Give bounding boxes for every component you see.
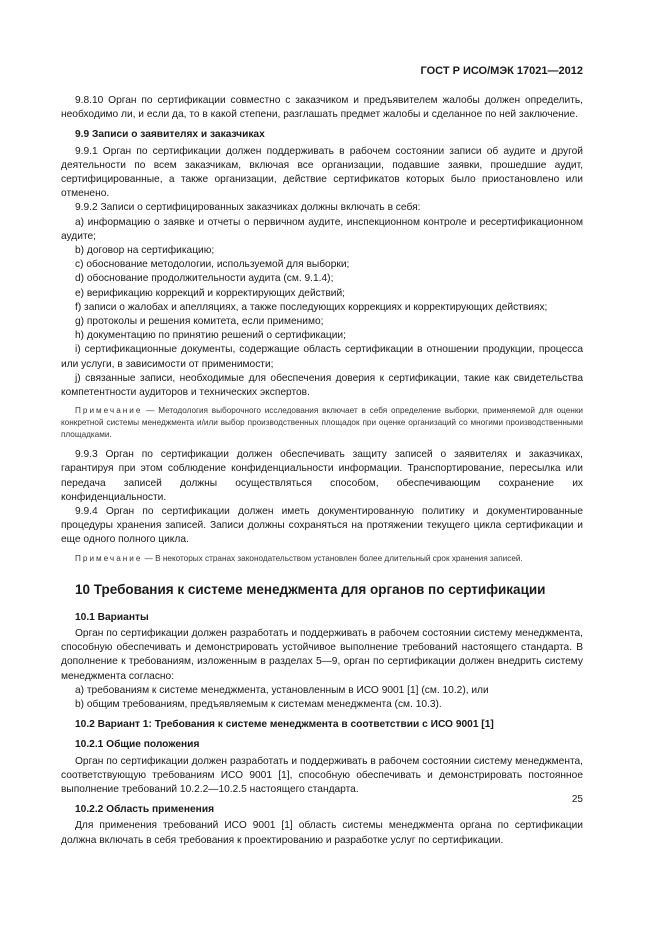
heading-9-9: 9.9 Записи о заявителях и заказчиках <box>75 129 265 141</box>
paragraph-10-1: Орган по сертификации должен разработать и поддерживать в рабочем состоянии систему менеджмента, способную обеспечивать и демонстрировать устойчивое выполнение требований настоящего стандарта. В дополнение к требованиям, изложенным в разделах 5—9, орган по сертификации должен внедрить систему менеджмента согласно: <box>61 627 583 682</box>
paragraph-9-8-10: 9.8.10 Орган по сертификации совместно с заказчиком и предъявителем жалобы должен определить, необходимо ли, и если да, то в какой степени, разглашать предмет жалобы и сделанное по ней заключение. <box>61 95 583 121</box>
paragraph-9-9-1: 9.9.1 Орган по сертификации должен поддерживать в рабочем состоянии записи об аудите и другой деятельности по всем заказчикам, включая все организации, подавшие заявки, прошедшие аудит, сертифицированные, а также организации, действие сертификатов которых было приостановлено или отменено. <box>61 145 583 200</box>
heading-10-2: 10.2 Вариант 1: Требования к системе менеджмента в соответствии с ИСО 9001 [1] <box>75 719 494 731</box>
document-code: ГОСТ Р ИСО/МЭК 17021—2012 <box>420 65 583 77</box>
list-item: b) договор на сертификацию; <box>75 245 215 257</box>
list-item: j) связанные записи, необходимые для обеспечения доверия к сертификации, такие как свидетельства компетентности аудиторов и технических экспертов. <box>61 372 583 399</box>
list-item: i) сертификационные документы, содержащие область сертификации в отношении продукции, процесса или услуги, в зависимости от применимости; <box>61 344 583 370</box>
note-text: — В некоторых странах законодательством установлен более длительный срок хранения записей. <box>144 553 523 563</box>
list-item: c) обоснование методологии, используемой для выборки; <box>75 259 350 271</box>
list-item: h) документацию по принятию решений о сертификации; <box>75 330 346 342</box>
paragraph-9-9-3: 9.9.3 Орган по сертификации должен обеспечивать защиту записей о заявителях и заказчиках, гарантируя при этом соблюдение конфиденциальности информации. Транспортирование, пересылка или передача записей должны осуществляться способом, обеспечивающим сохранение их конфиденциальности. <box>61 449 583 503</box>
list-item: e) верификацию коррекций и корректирующих действий; <box>75 287 346 299</box>
list-item: a) информацию о заявке и отчеты о первичном аудите, инспекционном контроле и ресертификационном аудите; <box>61 216 583 242</box>
paragraph-9-9-2: 9.9.2 Записи о сертифицированных заказчиках должны включать в себя: <box>75 202 421 214</box>
paragraph-9-9-4: 9.9.4 Орган по сертификации должен иметь документированную политику и документированные процедуры хранения записей. Записи должны сохраняться на протяжении текущего цикла сертификации и еще одного полного цикла. <box>61 506 583 546</box>
paragraph-10-2-2: Для применения требований ИСО 9001 [1] область системы менеджмента органа по сертификации должна включать в себя требования к проектированию и разработке услуг по сертификации. <box>61 820 583 846</box>
page-number: 25 <box>571 794 583 805</box>
list-item: a) требованиям к системе менеджмента, установленным в ИСО 9001 [1] (см. 10.2), или <box>75 684 489 696</box>
note-1 <box>61 405 583 441</box>
heading-10-2-1: 10.2.1 Общие положения <box>75 739 200 751</box>
page-body <box>61 94 583 848</box>
heading-section-10: 10 Требования к системе менеджмента для органов по сертификации <box>75 581 546 597</box>
note-label: Примечание <box>75 406 143 416</box>
paragraph-10-2-1: Орган по сертификации должен разработать и поддерживать в рабочем состоянии систему менеджмента, соответствующую требованиям ИСО 9001 [1], способную обеспечивать и демонстрировать постоянное выполнение требований 10.2.2—10.2.5 настоящего стандарта. <box>61 755 583 795</box>
list-item: g) протоколы и решения комитета, если применимо; <box>75 316 324 328</box>
note-2 <box>61 553 583 565</box>
note-label: Примечание <box>75 553 143 563</box>
heading-10-1: 10.1 Варианты <box>75 611 149 623</box>
list-item: d) обоснование продолжительности аудита (см. 9.1.4); <box>75 273 334 285</box>
list-item: f) записи о жалобах и апелляциях, а также последующих коррекциях и корректирующих действиях; <box>75 301 548 313</box>
heading-10-2-2: 10.2.2 Область применения <box>75 804 215 816</box>
note-text: — Методология выборочного исследования включает в себя определение выборки, применяемой для оценки конкретной системы менеджмента и/или выбор производственных площадок при оценке организаций со многими производственными площадками. <box>61 406 583 440</box>
list-item: b) общим требованиям, предъявляемым к системам менеджмента (см. 10.3). <box>75 698 442 710</box>
